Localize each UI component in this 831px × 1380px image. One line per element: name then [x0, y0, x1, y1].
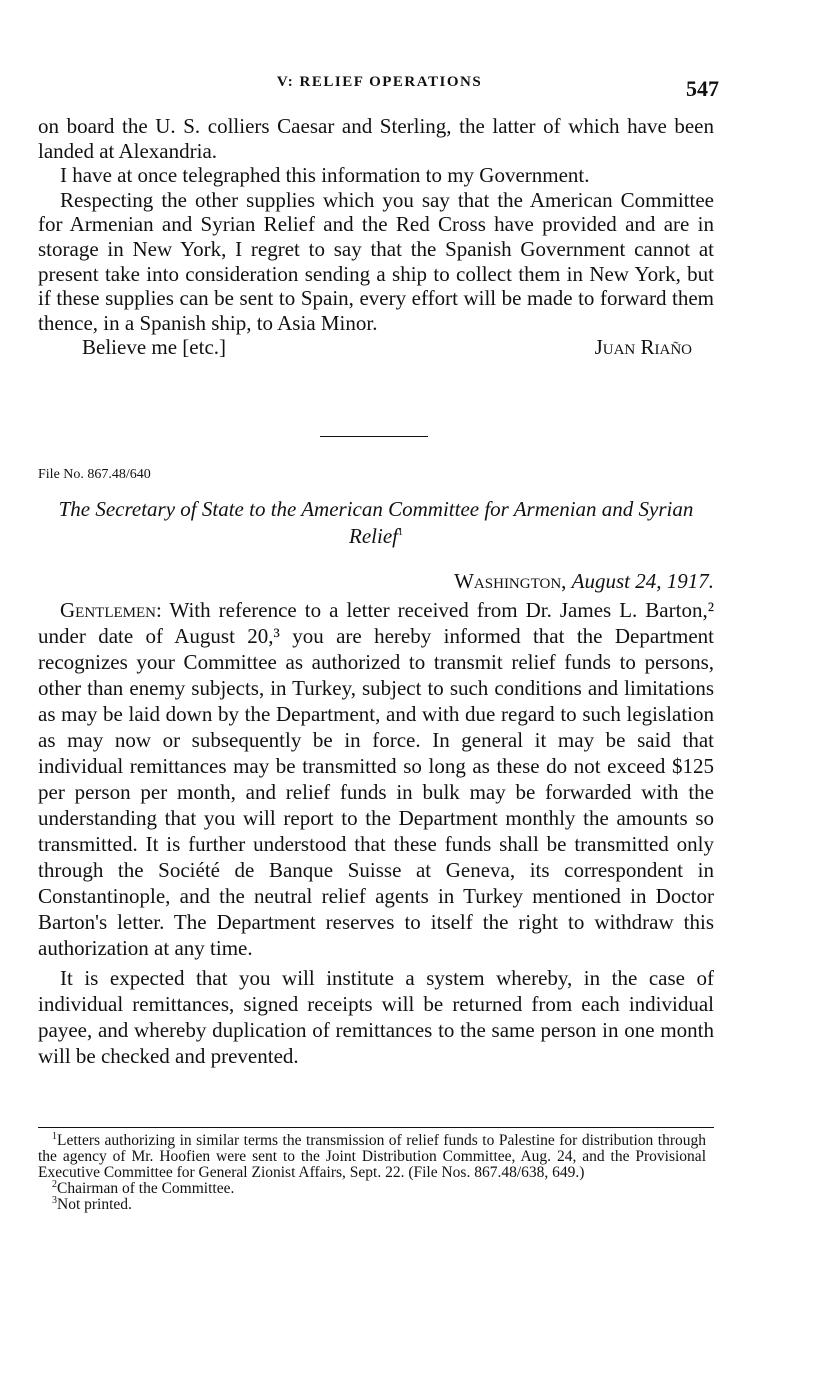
- letter-paragraph-1: [38, 597, 714, 961]
- title-footnote-marker: 1: [397, 527, 403, 538]
- dateline-place: Washington,: [454, 569, 567, 593]
- section-divider: [320, 436, 428, 437]
- footnotes: [38, 1130, 706, 1213]
- document-title: [38, 496, 714, 550]
- dateline-date: August 24, 1917.: [571, 569, 714, 593]
- previous-letter: [38, 114, 714, 360]
- signature: Juan Riaño: [594, 335, 692, 360]
- footnote-2: [38, 1178, 706, 1197]
- prev-letter-paragraph-1: on board the U. S. colliers Caesar and Sterling, the latter of which have been landed at Alexandria.: [38, 114, 714, 163]
- dateline: [454, 569, 714, 594]
- prev-letter-paragraph-2: I have at once telegraphed this information to my Government.: [60, 163, 590, 188]
- letter-paragraph-1-text: With reference to a letter received from Dr. James L. Barton,² under date of August 20,³ you are hereby informed that the Department recognizes your Committee as authorized to transmit relief funds to persons, other than enemy subjects, in Turkey, subject to such conditions and limitations as may be laid down by the Department, and with due regard to such legislation as may now or subsequently be in force. In general it may be said that individual remittances may be transmitted so long as these do not exceed $125 per person per month, and relief funds in bulk may be forwarded with the understanding that you will report to the Department monthly the amounts so transmitted. It is further understood that these funds shall be transmitted only through the Société de Banque Suisse at Geneva, its correspondent in Constantinople, and the neutral relief agents in Turkey mentioned in Doctor Barton's letter. The Department reserves to itself the right to withdraw this authorization at any time.: [38, 598, 715, 960]
- footnote-1: [38, 1130, 706, 1181]
- footnote-2-text: Chairman of the Committee.: [57, 1180, 235, 1197]
- footnote-3-text: Not printed.: [57, 1196, 132, 1213]
- footnote-1-text: Letters authorizing in similar terms the transmission of relief funds to Palestine for distribution through the agency of Mr. Hoofien were sent to the Joint Distribution Committee, Aug. 24, and the Provisional Executive Committee for General Zionist Affairs, Sept. 22. (File Nos. 867.48/638, 649.): [38, 1132, 706, 1181]
- closing-text: Believe me [etc.]: [82, 335, 227, 360]
- prev-letter-paragraph-3: Respecting the other supplies which you say that the American Committee for Armenian and Syrian Relief and the Red Cross have provided and are in storage in New York, I regret to say that the Spanish Government cannot at present take into consideration sending a ship to collect them in New York, but if these supplies can be sent to Spain, every effort will be made to forward them thence, in a Spanish ship, to Asia Minor.: [38, 187, 714, 335]
- letter-body: [38, 597, 714, 1073]
- footnote-1-marker: 1: [52, 1130, 57, 1142]
- document-title-text: The Secretary of State to the American Committee for Armenian and Syrian Relief: [58, 497, 694, 548]
- closing-row: [38, 335, 714, 360]
- letter-paragraph-2: It is expected that you will institute a system whereby, in the case of individual remittances, signed receipts will be returned from each individual payee, and whereby duplication of remittances to the same person in one month will be checked and prevented.: [38, 966, 714, 1068]
- running-header: V: RELIEF OPERATIONS: [276, 74, 483, 90]
- footnote-divider: [38, 1127, 714, 1128]
- footnote-3: [38, 1194, 706, 1213]
- salutation: Gentlemen:: [60, 598, 162, 622]
- footnote-3-marker: 3: [52, 1194, 57, 1206]
- page-number: 547: [686, 76, 719, 101]
- file-number: File No. 867.48/640: [38, 467, 151, 482]
- footnote-2-marker: 2: [52, 1178, 57, 1190]
